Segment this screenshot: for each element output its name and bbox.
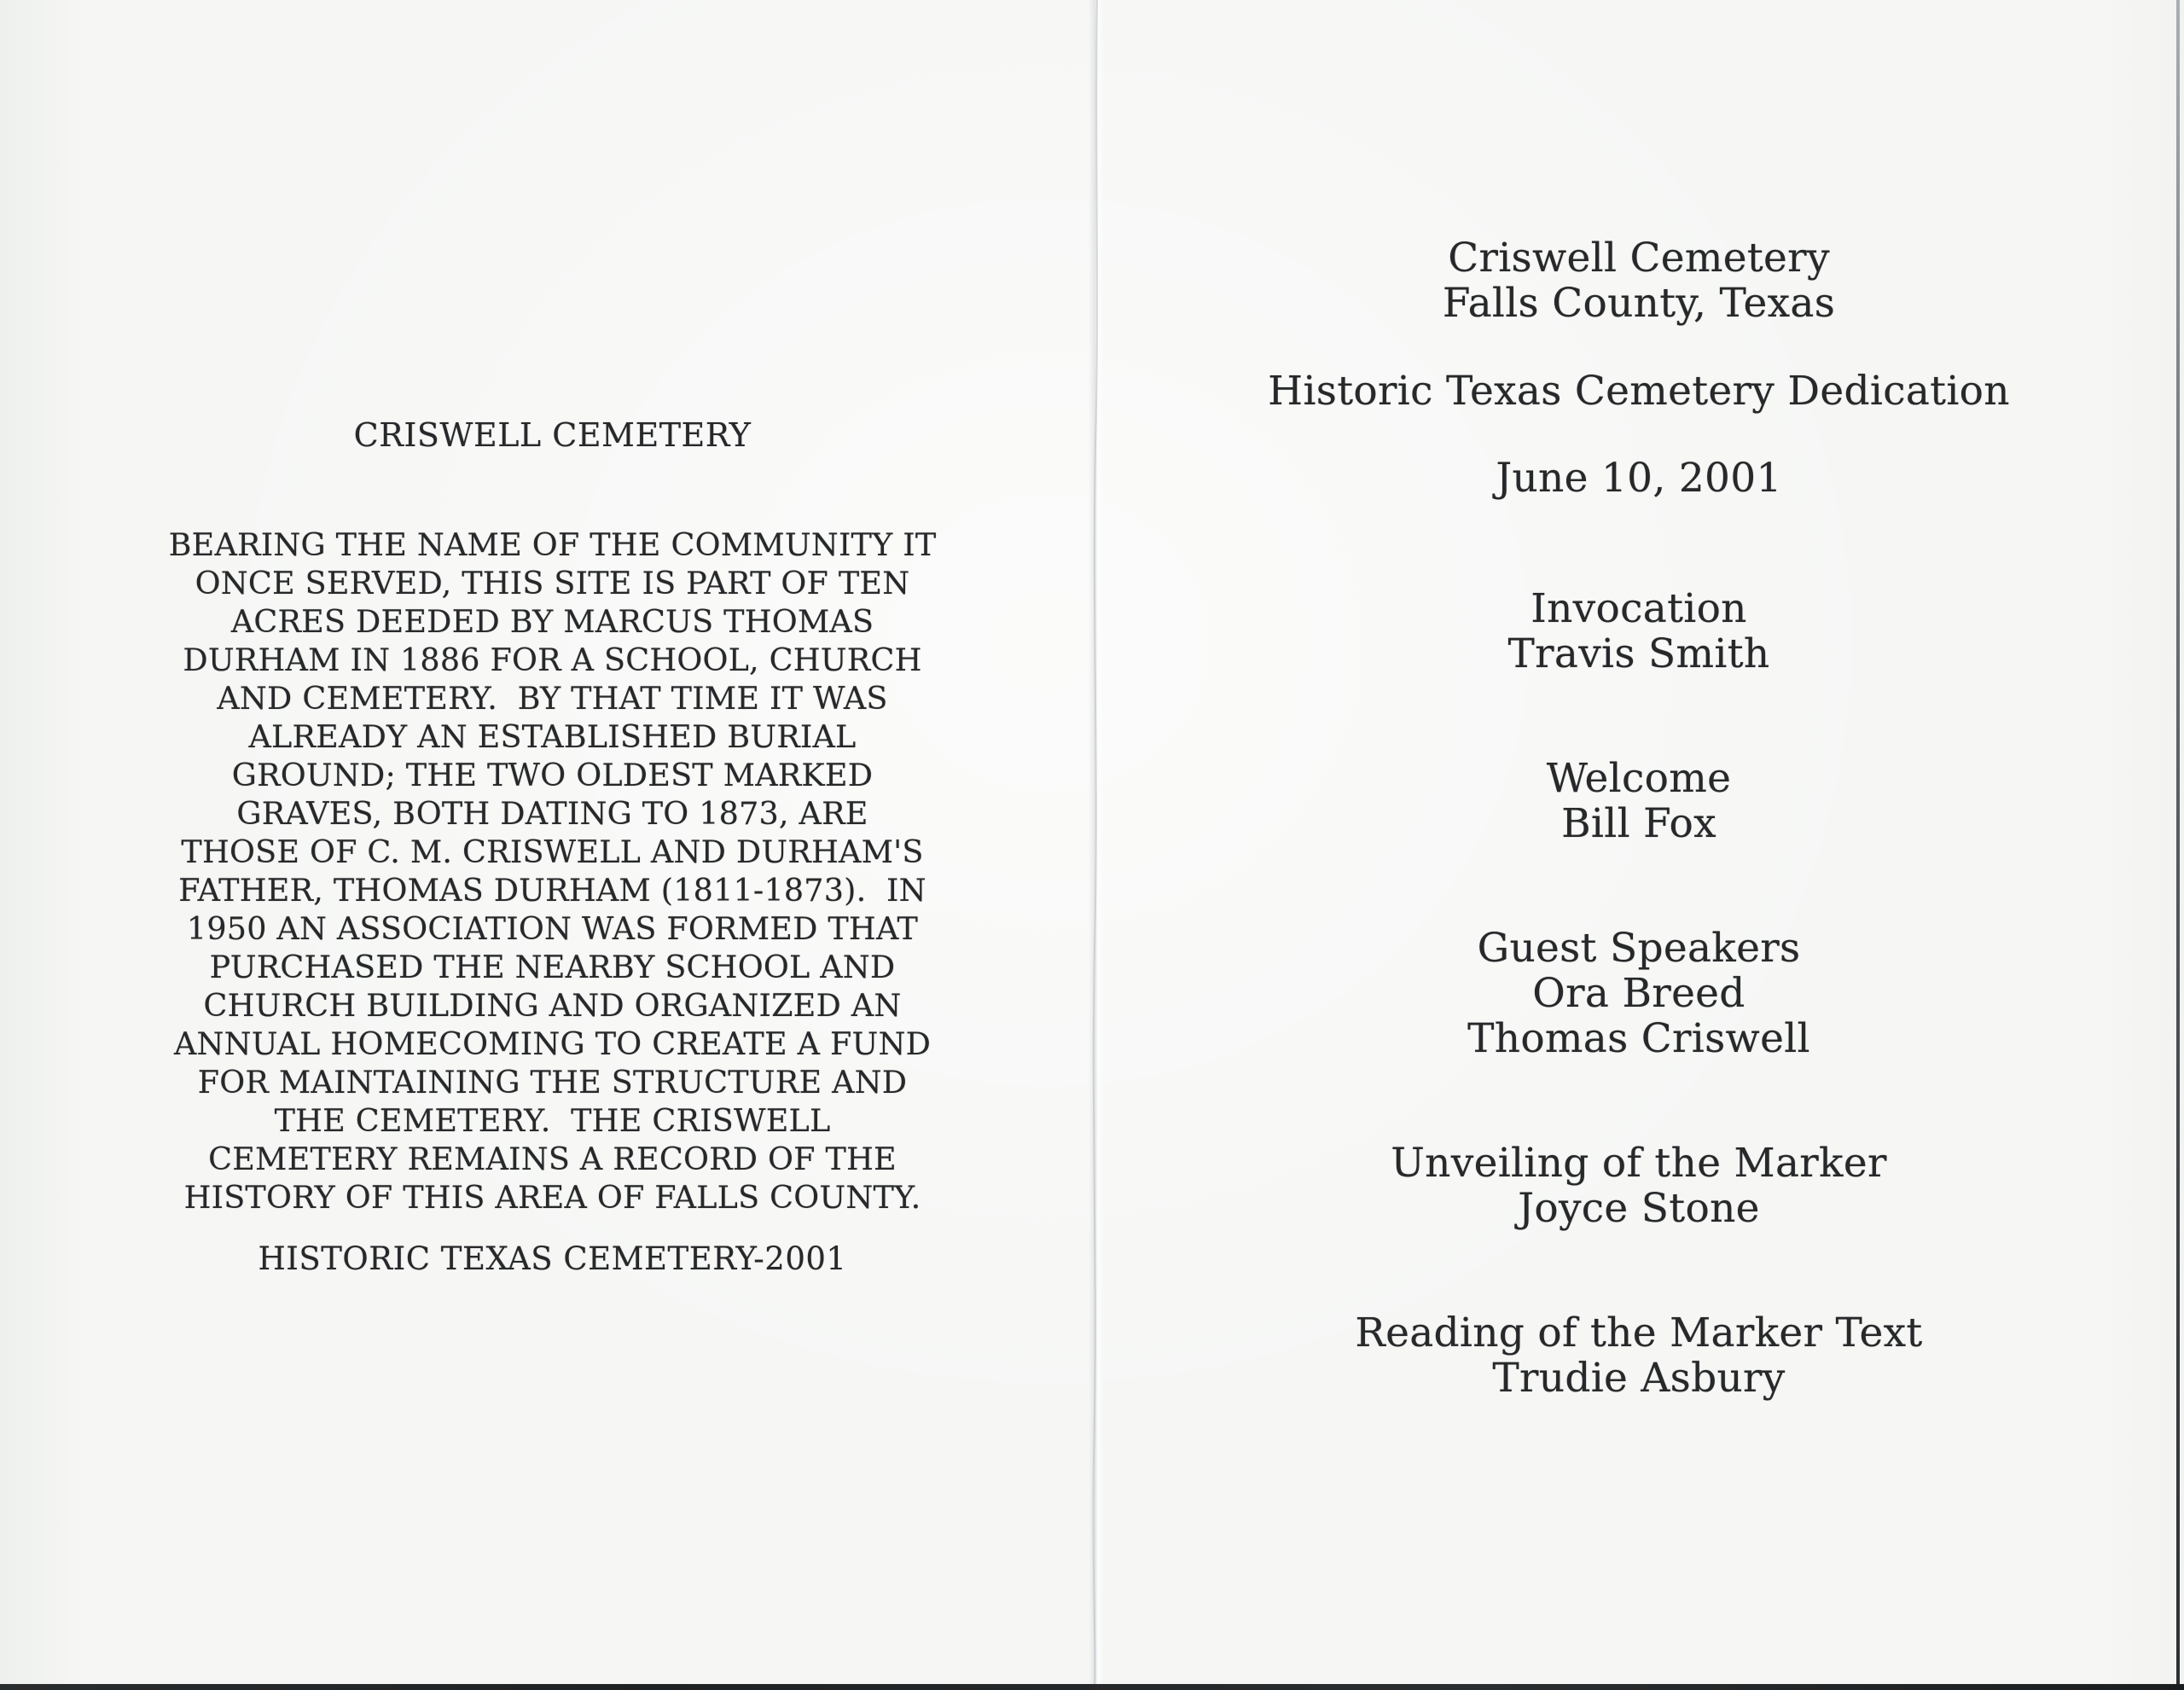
event-title: Historic Texas Cemetery Dedication	[1268, 368, 2010, 415]
program-item	[1096, 756, 2181, 846]
program-item-names	[1096, 1356, 2181, 1401]
program-item-name: Ora Breed	[1532, 970, 1745, 1017]
paragraph-line: CEMETERY REMAINS A RECORD OF THE	[208, 1141, 897, 1177]
paragraph-line: ACRES DEEDED BY MARCUS THOMAS	[230, 603, 874, 640]
paragraph-line: AND CEMETERY. BY THAT TIME IT WAS	[217, 680, 888, 717]
history-paragraph	[4, 526, 1101, 1217]
paragraph-line: HISTORY OF THIS AREA OF FALLS COUNTY.	[183, 1179, 921, 1216]
paragraph-line: FATHER, THOMAS DURHAM (1811-1873). IN	[178, 872, 926, 909]
program-item-title: Welcome	[1546, 755, 1732, 802]
paragraph-line: FOR MAINTAINING THE STRUCTURE AND	[197, 1064, 908, 1101]
program-item-name: Joyce Stone	[1518, 1185, 1760, 1232]
scan-edge-bottom	[0, 1684, 2184, 1690]
program-item-names	[1096, 631, 2181, 677]
paragraph-line: THE CEMETERY. THE CRISWELL	[274, 1102, 831, 1139]
paragraph-line: ONCE SERVED, THIS SITE IS PART OF TEN	[195, 565, 910, 601]
program-item-title: Reading of the Marker Text	[1355, 1310, 1923, 1356]
program-list	[1096, 586, 2181, 1401]
paragraph-line: THOSE OF C. M. CRISWELL AND DURHAM'S	[181, 833, 924, 870]
left-page-footer: HISTORIC TEXAS CEMETERY-2001	[258, 1240, 847, 1277]
program-item-names	[1096, 971, 2181, 1061]
paragraph-line: CHURCH BUILDING AND ORGANIZED AN	[203, 987, 902, 1024]
left-page	[4, 0, 1101, 1690]
program-item-names	[1096, 801, 2181, 846]
event-location	[1096, 235, 2181, 326]
program-item-names	[1096, 1186, 2181, 1231]
program-item-name: Bill Fox	[1561, 800, 1716, 847]
program-item-name: Trudie Asbury	[1492, 1355, 1786, 1402]
paragraph-line: GROUND; THE TWO OLDEST MARKED	[231, 757, 874, 793]
event-date: June 10, 2001	[1496, 455, 1782, 502]
paragraph-line: 1950 AN ASSOCIATION WAS FORMED THAT	[186, 910, 919, 947]
program-item-name: Travis Smith	[1507, 630, 1770, 677]
left-page-title: CRISWELL CEMETERY	[353, 416, 752, 454]
program-item-name: Thomas Criswell	[1467, 1015, 1810, 1062]
paragraph-line: ANNUAL HOMECOMING TO CREATE A FUND	[173, 1025, 932, 1062]
program-item	[1096, 1310, 2181, 1401]
paragraph-line: DURHAM IN 1886 FOR A SCHOOL, CHURCH	[183, 642, 922, 678]
program-item-title: Guest Speakers	[1477, 925, 1801, 972]
paragraph-line: BEARING THE NAME OF THE COMMUNITY IT	[168, 526, 937, 563]
program-item	[1096, 926, 2181, 1061]
program-item	[1096, 586, 2181, 677]
event-location-line: Criswell Cemetery	[1448, 235, 1830, 282]
program-item-title: Unveiling of the Marker	[1391, 1140, 1887, 1187]
event-location-line: Falls County, Texas	[1442, 280, 1836, 327]
paragraph-line: GRAVES, BOTH DATING TO 1873, ARE	[236, 795, 868, 832]
scan-edge-right	[2176, 0, 2180, 1690]
paragraph-line: PURCHASED THE NEARBY SCHOOL AND	[209, 949, 896, 985]
paragraph-line: ALREADY AN ESTABLISHED BURIAL	[248, 718, 857, 755]
program-item-title: Invocation	[1531, 585, 1747, 632]
right-page	[1096, 0, 2181, 1690]
program-item	[1096, 1141, 2181, 1231]
